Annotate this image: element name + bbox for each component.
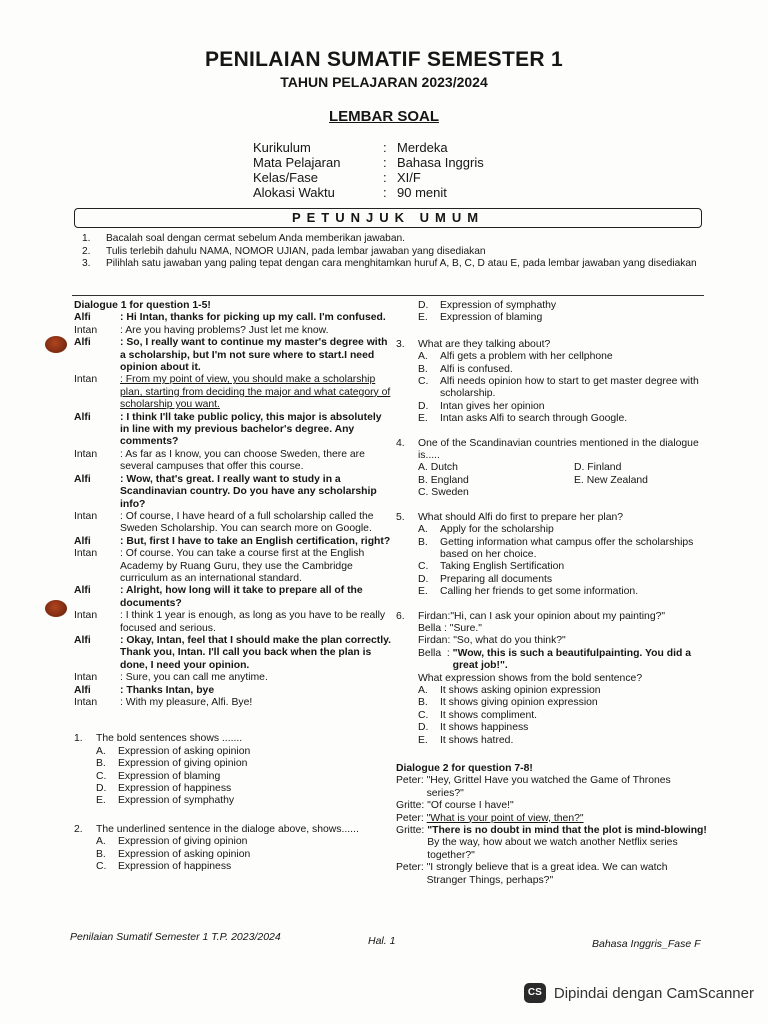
dialogue-line: Intan : Of course. You can take a course first at the English Academy by Ruang Guru, they use the Cambridge curriculum as an international standard. [74, 548, 365, 584]
option: B. Expression of giving opinion [96, 758, 248, 770]
option: C. Alfi needs opinion how to start to get master degree with scholarship. [418, 376, 699, 400]
info-block [253, 140, 484, 200]
dialogue-line: Alfi : Okay, Intan, feel that I should make the plan correctly. Thank you, Intan. I'll call you back when the plan is done, I need your opinion. [74, 634, 391, 671]
dialogue-line: Intan : Are you having problems? Just let me know. [74, 324, 329, 336]
camscanner-text: Dipindai dengan CamScanner [553, 984, 754, 1002]
punch-hole-mark [45, 600, 67, 617]
option: A. Expression of asking opinion [96, 745, 251, 757]
dialogue-line: Alfi : Alright, how long will it take to prepare all of the documents? [74, 585, 363, 609]
option: B. Expression of asking opinion [96, 848, 251, 860]
dialogue-line: Alfi : Hi Intan, thanks for picking up my call. I'm confused. [74, 312, 386, 324]
instruction-item: 3. Pilihlah satu jawaban yang paling tepat dengan cara menghitamkan huruf A, B, C, D atau E, pada lembar jawaban yang disediakan [82, 258, 697, 269]
q6-line: Firdan: "So, what do you think?" [418, 635, 566, 647]
option: A. Alfi gets a problem with her cellphone [418, 351, 613, 363]
question-3: 3. What are they talking about? [396, 338, 551, 350]
dialogue-line: Intan : From my point of view, you should make a scholarship plan, starting from deciding the major and what category of scholarship you want. [74, 374, 391, 411]
dialogue-line: Peter: "What is your point of view, then?" [396, 812, 584, 824]
instructions-banner: PETUNJUK UMUM [74, 208, 702, 228]
option: A. It shows asking opinion expression [418, 684, 601, 696]
option: D. It shows happiness [418, 722, 529, 734]
option: B. Alfi is confused. [418, 363, 513, 375]
option: E. Expression of symphathy [96, 795, 235, 807]
option: E. Expression of blaming [418, 312, 543, 324]
dialogue-line: Intan : Of course, I have heard of a full scholarship called the Sweden Scholarship. You can search more on Google. [74, 510, 374, 535]
question-2: 2. The underlined sentence in the dialoge above, shows...... [74, 823, 359, 835]
dialogue2-heading: Dialogue 2 for question 7-8! [396, 763, 533, 774]
option: D. Expression of symphathy [418, 300, 557, 311]
question-1: 1. The bold sentences shows ....... [74, 733, 243, 745]
dialogue-line: Gritte: "Of course I have!" [396, 800, 514, 812]
option: A. Expression of giving opinion [96, 836, 248, 848]
page-number: Hal. 1 [368, 935, 396, 947]
q6-line: Bella : "Sure." [418, 622, 482, 634]
instruction-item: 2. Tulis terlebih dahulu NAMA, NOMOR UJIAN, pada lembar jawaban yang disediakan [82, 245, 486, 257]
option: B. Getting information what campus offer the scholarships based on her choice. [418, 536, 694, 560]
option: E. Intan asks Alfi to search through Google. [418, 413, 628, 425]
q6-stem: What expression shows from the bold sentence? [418, 672, 643, 684]
punch-hole-mark [45, 336, 67, 353]
option: B. It shows giving opinion expression [418, 697, 598, 709]
dialogue-line: Alfi : Thanks Intan, bye [74, 684, 215, 696]
option: C. Expression of happiness [96, 861, 232, 873]
option-row: C. Sweden [418, 487, 469, 499]
question-4: 4. One of the Scandinavian countries mentioned in the dialogue is..... [396, 437, 699, 462]
option: E. It shows hatred. [418, 734, 514, 746]
dialogue-line: Alfi : I think I'll take public policy, this major is absolutely in line with my previous bachelor's degree. Any comments? [74, 411, 382, 448]
info-row: Kurikulum : Merdeka [253, 140, 448, 155]
info-row: Kelas/Fase : XI/F [253, 170, 421, 185]
dialogue-line: Gritte: "There is no doubt in mind that the plot is mind-blowing! By the way, how about we watch another Netflix series together?" [396, 825, 707, 861]
option: C. Expression of blaming [96, 770, 221, 782]
dialogue-line: Intan : As far as I know, you can choose Sweden, there are several campuses that offer this course. [74, 448, 365, 473]
dialogue-line: Intan : I think 1 year is enough, as long as you have to be really focused and serious. [74, 610, 386, 634]
camscanner-watermark [524, 983, 754, 1003]
page-title: PENILAIAN SUMATIF SEMESTER 1 [204, 48, 564, 71]
option: D. Preparing all documents [418, 573, 553, 585]
option-row: A. Dutch D. Finland [418, 462, 622, 474]
dialogue-line: Intan : Sure, you can call me anytime. [74, 672, 268, 684]
dialogue-line: Intan : With my pleasure, Alfi. Bye! [74, 697, 253, 708]
dialogue-line: Alfi : But, first I have to take an English certification, right? [74, 535, 391, 547]
instructions-list [82, 233, 702, 271]
right-column [396, 300, 708, 887]
dialogue-line: Peter: "Hey, Grittel Have you watched the Game of Thrones series?" [396, 775, 671, 799]
q6-line: Bella : "Wow, this is such a beautifulpainting. You did a great job!". [418, 647, 692, 672]
option: E. Calling her friends to get some information. [418, 586, 639, 598]
dialogue1-heading: Dialogue 1 for question 1-5! [74, 300, 211, 311]
left-column [74, 300, 392, 873]
footer-left: Penilaian Sumatif Semester 1 T.P. 2023/2024 [70, 931, 281, 943]
dialogue-line: Alfi : So, I really want to continue my master's degree with a scholarship, but I'm not sure where to start.I need opinion about it. [74, 337, 388, 374]
question-6: 6. Firdan:"Hi, can I ask your opinion about my painting?" [396, 610, 666, 622]
option: D. Intan gives her opinion [418, 400, 545, 412]
option: A. Apply for the scholarship [418, 524, 554, 536]
footer-right: Bahasa Inggris_Fase F [592, 938, 701, 950]
sheet-title: LEMBAR SOAL [329, 108, 439, 125]
info-row: Alokasi Waktu : 90 menit [253, 185, 447, 200]
camscanner-logo-icon: CS [524, 983, 546, 1003]
question-5: 5. What should Alfi do first to prepare her plan? [396, 511, 624, 523]
dialogue-line: Peter: "I strongly believe that is a great idea. We can watch Stranger Things, perhaps?" [396, 862, 668, 886]
dialogue-line: Alfi : Wow, that's great. I really want to study in a Scandinavian country. Do you have any scholarship info? [74, 473, 377, 510]
option-row: B. England E. New Zealand [418, 474, 648, 486]
option: D. Expression of happiness [96, 783, 232, 795]
divider [72, 295, 704, 296]
info-row: Mata Pelajaran : Bahasa Inggris [253, 155, 484, 170]
option: C. Taking English Sertification [418, 561, 565, 573]
instruction-item: 1. Bacalah soal dengan cermat sebelum Anda memberikan jawaban. [82, 233, 406, 244]
academic-year: TAHUN PELAJARAN 2023/2024 [280, 74, 488, 90]
option: C. It shows compliment. [418, 709, 538, 721]
